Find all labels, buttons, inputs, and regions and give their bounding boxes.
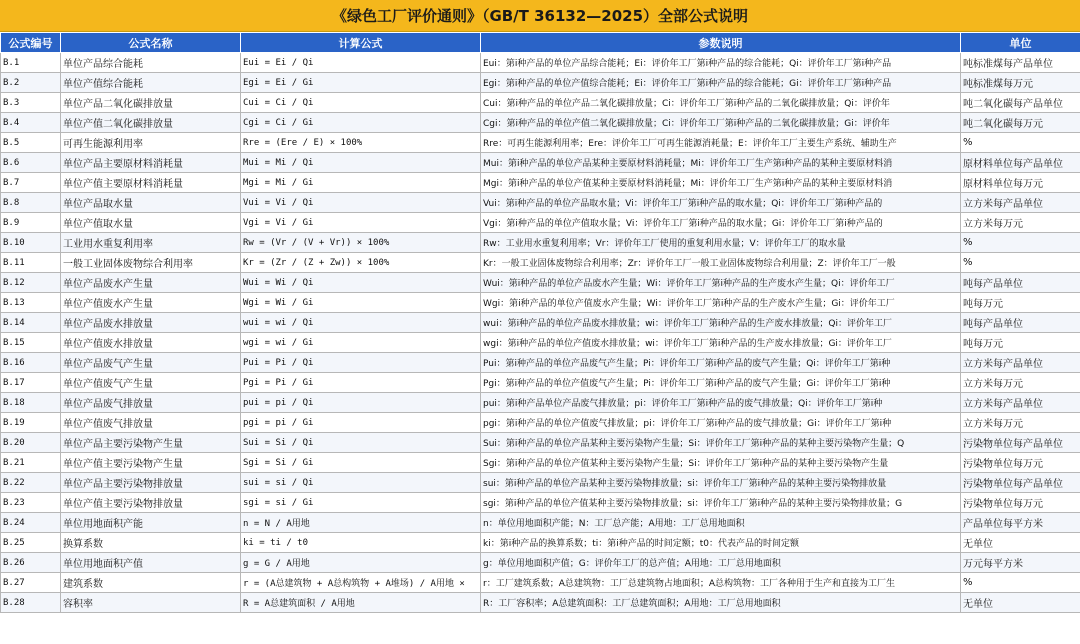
cell-formula-id[interactable]: B.4 bbox=[1, 113, 61, 133]
cell-formula[interactable]: Mgi = Mi / Gi bbox=[241, 173, 481, 193]
cell-parameters[interactable]: Wgi：第i种产品的单位产值废水产生量；Wi：评价年工厂第i种产品的生产废水产生量；Gi：评价年工厂 bbox=[481, 293, 961, 313]
cell-formula-id[interactable]: B.25 bbox=[1, 533, 61, 553]
cell-formula-id[interactable]: B.15 bbox=[1, 333, 61, 353]
cell-unit[interactable]: 立方米每产品单位 bbox=[961, 353, 1080, 373]
cell-formula-id[interactable]: B.14 bbox=[1, 313, 61, 333]
cell-parameters[interactable]: Wui：第i种产品的单位产品废水产生量；Wi：评价年工厂第i种产品的生产废水产生量；Qi：评价年工厂 bbox=[481, 273, 961, 293]
cell-formula-name[interactable]: 可再生能源利用率 bbox=[61, 133, 241, 153]
cell-unit[interactable]: 污染物单位每万元 bbox=[961, 493, 1080, 513]
cell-unit[interactable]: % bbox=[961, 253, 1080, 273]
cell-parameters[interactable]: Mgi：第i种产品的单位产值某种主要原材料消耗量；Mi：评价年工厂生产第i种产品的某种主要原材料消 bbox=[481, 173, 961, 193]
cell-unit[interactable]: 无单位 bbox=[961, 533, 1080, 553]
cell-parameters[interactable]: Mui：第i种产品的单位产品某种主要原材料消耗量；Mi：评价年工厂生产第i种产品的某种主要原材料消 bbox=[481, 153, 961, 173]
cell-unit[interactable]: 立方米每万元 bbox=[961, 213, 1080, 233]
cell-formula-name[interactable]: 单位产值二氧化碳排放量 bbox=[61, 113, 241, 133]
table-row bbox=[1, 533, 1080, 553]
table-row bbox=[1, 153, 1080, 173]
cell-formula-id[interactable]: B.17 bbox=[1, 373, 61, 393]
table-row bbox=[1, 353, 1080, 373]
cell-parameters[interactable]: Egi：第i种产品的单位产值综合能耗；Ei：评价年工厂第i种产品的综合能耗；Gi：评价年工厂第i种产品 bbox=[481, 73, 961, 93]
cell-formula-id[interactable]: B.22 bbox=[1, 473, 61, 493]
cell-formula[interactable]: Wui = Wi / Qi bbox=[241, 273, 481, 293]
cell-formula-id[interactable]: B.12 bbox=[1, 273, 61, 293]
cell-formula-name[interactable]: 单位产值主要污染物排放量 bbox=[61, 493, 241, 513]
cell-parameters[interactable]: Eui：第i种产品的单位产品综合能耗；Ei：评价年工厂第i种产品的综合能耗；Qi：评价年工厂第i种产品 bbox=[481, 53, 961, 73]
header-cell-formula-id[interactable]: 公式编号 bbox=[1, 33, 61, 53]
cell-formula-name[interactable]: 单位产品废气排放量 bbox=[61, 393, 241, 413]
cell-unit[interactable]: 污染物单位每产品单位 bbox=[961, 473, 1080, 493]
cell-unit[interactable]: 立方米每产品单位 bbox=[961, 193, 1080, 213]
table-row bbox=[1, 573, 1080, 593]
cell-formula-id[interactable]: B.6 bbox=[1, 153, 61, 173]
cell-formula-id[interactable]: B.18 bbox=[1, 393, 61, 413]
formula-table bbox=[0, 32, 1080, 613]
table-row bbox=[1, 473, 1080, 493]
cell-formula[interactable]: wui = wi / Qi bbox=[241, 313, 481, 333]
cell-formula[interactable]: Pgi = Pi / Gi bbox=[241, 373, 481, 393]
table-row bbox=[1, 53, 1080, 73]
cell-formula-id[interactable]: B.13 bbox=[1, 293, 61, 313]
cell-formula-name[interactable]: 单位产品废水产生量 bbox=[61, 273, 241, 293]
cell-unit[interactable]: 吨二氧化碳每万元 bbox=[961, 113, 1080, 133]
cell-parameters[interactable]: Sgi：第i种产品的单位产值某种主要污染物产生量；Si：评价年工厂第i种产品的某种主要污染物产生量 bbox=[481, 453, 961, 473]
cell-formula-name[interactable]: 单位产品废气产生量 bbox=[61, 353, 241, 373]
cell-unit[interactable]: 立方米每产品单位 bbox=[961, 393, 1080, 413]
cell-formula-id[interactable]: B.5 bbox=[1, 133, 61, 153]
cell-formula[interactable]: R = A总建筑面积 / A用地 bbox=[241, 593, 481, 613]
cell-formula[interactable]: Cgi = Ci / Gi bbox=[241, 113, 481, 133]
cell-formula-name[interactable]: 单位用地面积产值 bbox=[61, 553, 241, 573]
table-row bbox=[1, 233, 1080, 253]
cell-formula[interactable]: sgi = si / Gi bbox=[241, 493, 481, 513]
cell-unit[interactable]: % bbox=[961, 573, 1080, 593]
cell-parameters[interactable]: Sui：第i种产品的单位产品某种主要污染物产生量；Si：评价年工厂第i种产品的某种主要污染物产生量；Q bbox=[481, 433, 961, 453]
cell-formula[interactable]: Vgi = Vi / Gi bbox=[241, 213, 481, 233]
cell-formula-name[interactable]: 容积率 bbox=[61, 593, 241, 613]
cell-formula-id[interactable]: B.7 bbox=[1, 173, 61, 193]
cell-formula-id[interactable]: B.27 bbox=[1, 573, 61, 593]
header-cell-formula[interactable]: 计算公式 bbox=[241, 33, 481, 53]
cell-parameters[interactable]: Cui：第i种产品的单位产品二氧化碳排放量；Ci：评价年工厂第i种产品的二氧化碳排放量；Qi：评价年 bbox=[481, 93, 961, 113]
cell-unit[interactable]: 原材料单位每万元 bbox=[961, 173, 1080, 193]
cell-formula-name[interactable]: 单位产品主要原材料消耗量 bbox=[61, 153, 241, 173]
table-row bbox=[1, 173, 1080, 193]
cell-parameters[interactable]: Rw：工业用水重复利用率；Vr：评价年工厂使用的重复利用水量；V：评价年工厂的取水量 bbox=[481, 233, 961, 253]
cell-formula-id[interactable]: B.9 bbox=[1, 213, 61, 233]
cell-formula-id[interactable]: B.19 bbox=[1, 413, 61, 433]
cell-unit[interactable]: 吨二氧化碳每产品单位 bbox=[961, 93, 1080, 113]
cell-formula-name[interactable]: 单位产值废水排放量 bbox=[61, 333, 241, 353]
table-row bbox=[1, 313, 1080, 333]
cell-formula-name[interactable]: 工业用水重复利用率 bbox=[61, 233, 241, 253]
cell-unit[interactable]: 万元每平方米 bbox=[961, 553, 1080, 573]
table-row bbox=[1, 413, 1080, 433]
cell-formula-name[interactable]: 单位产值废水产生量 bbox=[61, 293, 241, 313]
cell-formula[interactable]: Rre = (Ere / E) × 100% bbox=[241, 133, 481, 153]
cell-formula[interactable]: Egi = Ei / Gi bbox=[241, 73, 481, 93]
cell-formula[interactable]: g = G / A用地 bbox=[241, 553, 481, 573]
cell-parameters[interactable]: r：工厂建筑系数；A总建筑物：工厂总建筑物占地面积；A总构筑物：工厂各种用于生产和直接为工厂生 bbox=[481, 573, 961, 593]
table-row bbox=[1, 433, 1080, 453]
cell-formula[interactable]: Mui = Mi / Qi bbox=[241, 153, 481, 173]
cell-parameters[interactable]: ki：第i种产品的换算系数；ti：第i种产品的时间定额；t0：代表产品的时间定额 bbox=[481, 533, 961, 553]
cell-formula-name[interactable]: 单位产值主要污染物产生量 bbox=[61, 453, 241, 473]
cell-unit[interactable]: 污染物单位每产品单位 bbox=[961, 433, 1080, 453]
cell-formula-id[interactable]: B.16 bbox=[1, 353, 61, 373]
cell-parameters[interactable]: Vgi：第i种产品的单位产值取水量；Vi：评价年工厂第i种产品的取水量；Gi：评价年工厂第i种产品的 bbox=[481, 213, 961, 233]
cell-formula[interactable]: Pui = Pi / Qi bbox=[241, 353, 481, 373]
cell-formula-id[interactable]: B.2 bbox=[1, 73, 61, 93]
cell-formula[interactable]: pui = pi / Qi bbox=[241, 393, 481, 413]
cell-formula[interactable]: pgi = pi / Gi bbox=[241, 413, 481, 433]
cell-formula-id[interactable]: B.23 bbox=[1, 493, 61, 513]
cell-parameters[interactable]: Pui：第i种产品的单位产品废气产生量；Pi：评价年工厂第i种产品的废气产生量；Qi：评价年工厂第i种 bbox=[481, 353, 961, 373]
cell-formula-name[interactable]: 单位产品二氧化碳排放量 bbox=[61, 93, 241, 113]
table-row bbox=[1, 373, 1080, 393]
cell-formula-name[interactable]: 一般工业固体废物综合利用率 bbox=[61, 253, 241, 273]
table-row bbox=[1, 133, 1080, 153]
header-row bbox=[1, 33, 1080, 53]
cell-unit[interactable]: 吨每万元 bbox=[961, 293, 1080, 313]
cell-formula-id[interactable]: B.26 bbox=[1, 553, 61, 573]
cell-formula-id[interactable]: B.1 bbox=[1, 53, 61, 73]
header-cell-formula-name[interactable]: 公式名称 bbox=[61, 33, 241, 53]
cell-parameters[interactable]: pui：第i种产品单位产品废气排放量；pi：评价年工厂第i种产品的废气排放量；Qi：评价年工厂第i种 bbox=[481, 393, 961, 413]
cell-unit[interactable]: 原材料单位每产品单位 bbox=[961, 153, 1080, 173]
cell-parameters[interactable]: Vui：第i种产品的单位产品取水量；Vi：评价年工厂第i种产品的取水量；Qi：评价年工厂第i种产品的 bbox=[481, 193, 961, 213]
cell-parameters[interactable]: n：单位用地面积产能；N：工厂总产能；A用地：工厂总用地面积 bbox=[481, 513, 961, 533]
cell-formula[interactable]: Wgi = Wi / Gi bbox=[241, 293, 481, 313]
cell-parameters[interactable]: sui：第i种产品的单位产品某种主要污染物排放量；si：评价年工厂第i种产品的某种主要污染物排放量 bbox=[481, 473, 961, 493]
table-row bbox=[1, 553, 1080, 573]
cell-parameters[interactable]: pgi：第i种产品的单位产值废气排放量；pi：评价年工厂第i种产品的废气排放量；Gi：评价年工厂第i种 bbox=[481, 413, 961, 433]
cell-formula[interactable]: r = (A总建筑物 + A总构筑物 + A堆场) / A用地 × bbox=[241, 573, 481, 593]
table-row bbox=[1, 253, 1080, 273]
cell-formula-id[interactable]: B.10 bbox=[1, 233, 61, 253]
cell-unit[interactable]: 无单位 bbox=[961, 593, 1080, 613]
table-row bbox=[1, 213, 1080, 233]
cell-formula-id[interactable]: B.21 bbox=[1, 453, 61, 473]
cell-parameters[interactable]: g：单位用地面积产值；G：评价年工厂的总产值；A用地：工厂总用地面积 bbox=[481, 553, 961, 573]
cell-parameters[interactable]: wgi：第i种产品的单位产值废水排放量；wi：评价年工厂第i种产品的生产废水排放量；Gi：评价年工厂 bbox=[481, 333, 961, 353]
table-row bbox=[1, 93, 1080, 113]
cell-formula-name[interactable]: 单位产品主要污染物排放量 bbox=[61, 473, 241, 493]
cell-unit[interactable]: 吨每产品单位 bbox=[961, 273, 1080, 293]
cell-unit[interactable]: 立方米每万元 bbox=[961, 413, 1080, 433]
cell-formula-name[interactable]: 单位产值废气排放量 bbox=[61, 413, 241, 433]
cell-formula[interactable]: wgi = wi / Gi bbox=[241, 333, 481, 353]
cell-unit[interactable]: % bbox=[961, 233, 1080, 253]
sheet-title: 《绿色工厂评价通则》（GB/T 36132—2025）全部公式说明 bbox=[0, 0, 1080, 32]
cell-formula[interactable]: sui = si / Qi bbox=[241, 473, 481, 493]
table-row bbox=[1, 113, 1080, 133]
cell-formula[interactable]: Rw = (Vr / (V + Vr)) × 100% bbox=[241, 233, 481, 253]
table-row bbox=[1, 333, 1080, 353]
table-row bbox=[1, 453, 1080, 473]
header-cell-unit[interactable]: 单位 bbox=[961, 33, 1080, 53]
cell-formula[interactable]: n = N / A用地 bbox=[241, 513, 481, 533]
cell-formula[interactable]: Eui = Ei / Qi bbox=[241, 53, 481, 73]
table-row bbox=[1, 193, 1080, 213]
cell-formula-name[interactable]: 单位产品取水量 bbox=[61, 193, 241, 213]
cell-formula-name[interactable]: 单位产品综合能耗 bbox=[61, 53, 241, 73]
cell-parameters[interactable]: Kr：一般工业固体废物综合利用率；Zr：评价年工厂一般工业固体废物综合利用量；Z：评价年工厂一般 bbox=[481, 253, 961, 273]
cell-parameters[interactable]: Rre：可再生能源利用率；Ere：评价年工厂可再生能源消耗量；E：评价年工厂主要生产系统、辅助生产 bbox=[481, 133, 961, 153]
cell-formula-id[interactable]: B.24 bbox=[1, 513, 61, 533]
cell-unit[interactable]: 吨标准煤每万元 bbox=[961, 73, 1080, 93]
cell-unit[interactable]: 产品单位每平方米 bbox=[961, 513, 1080, 533]
cell-formula-id[interactable]: B.3 bbox=[1, 93, 61, 113]
cell-parameters[interactable]: Cgi：第i种产品的单位产值二氧化碳排放量；Ci：评价年工厂第i种产品的二氧化碳排放量；Gi：评价年 bbox=[481, 113, 961, 133]
table-row bbox=[1, 493, 1080, 513]
cell-formula-id[interactable]: B.28 bbox=[1, 593, 61, 613]
cell-formula-id[interactable]: B.11 bbox=[1, 253, 61, 273]
cell-formula[interactable]: Cui = Ci / Qi bbox=[241, 93, 481, 113]
table-row bbox=[1, 273, 1080, 293]
table-row bbox=[1, 73, 1080, 93]
cell-formula[interactable]: Sui = Si / Qi bbox=[241, 433, 481, 453]
cell-parameters[interactable]: R：工厂容积率；A总建筑面积：工厂总建筑面积；A用地：工厂总用地面积 bbox=[481, 593, 961, 613]
cell-formula-name[interactable]: 单位产值综合能耗 bbox=[61, 73, 241, 93]
cell-formula-name[interactable]: 单位用地面积产能 bbox=[61, 513, 241, 533]
cell-formula[interactable]: ki = ti / t0 bbox=[241, 533, 481, 553]
cell-unit[interactable]: 吨每万元 bbox=[961, 333, 1080, 353]
cell-unit[interactable]: % bbox=[961, 133, 1080, 153]
cell-formula-id[interactable]: B.20 bbox=[1, 433, 61, 453]
header-cell-parameters[interactable]: 参数说明 bbox=[481, 33, 961, 53]
cell-formula[interactable]: Vui = Vi / Qi bbox=[241, 193, 481, 213]
cell-formula-name[interactable]: 单位产值废气产生量 bbox=[61, 373, 241, 393]
cell-formula-name[interactable]: 单位产值取水量 bbox=[61, 213, 241, 233]
cell-unit[interactable]: 立方米每万元 bbox=[961, 373, 1080, 393]
table-row bbox=[1, 293, 1080, 313]
table-row bbox=[1, 593, 1080, 613]
cell-formula-name[interactable]: 建筑系数 bbox=[61, 573, 241, 593]
cell-parameters[interactable]: wui：第i种产品的单位产品废水排放量；wi：评价年工厂第i种产品的生产废水排放量；Qi：评价年工厂 bbox=[481, 313, 961, 333]
table-row bbox=[1, 393, 1080, 413]
cell-formula-id[interactable]: B.8 bbox=[1, 193, 61, 213]
cell-unit[interactable]: 吨标准煤每产品单位 bbox=[961, 53, 1080, 73]
cell-parameters[interactable]: Pgi：第i种产品的单位产值废气产生量；Pi：评价年工厂第i种产品的废气产生量；Gi：评价年工厂第i种 bbox=[481, 373, 961, 393]
cell-formula-name[interactable]: 换算系数 bbox=[61, 533, 241, 553]
cell-formula[interactable]: Sgi = Si / Gi bbox=[241, 453, 481, 473]
cell-formula-name[interactable]: 单位产品主要污染物产生量 bbox=[61, 433, 241, 453]
cell-formula[interactable]: Kr = (Zr / (Z + Zw)) × 100% bbox=[241, 253, 481, 273]
cell-formula-name[interactable]: 单位产值主要原材料消耗量 bbox=[61, 173, 241, 193]
table-row bbox=[1, 513, 1080, 533]
cell-parameters[interactable]: sgi：第i种产品的单位产值某种主要污染物排放量；si：评价年工厂第i种产品的某种主要污染物排放量；G bbox=[481, 493, 961, 513]
cell-unit[interactable]: 污染物单位每万元 bbox=[961, 453, 1080, 473]
cell-unit[interactable]: 吨每产品单位 bbox=[961, 313, 1080, 333]
cell-formula-name[interactable]: 单位产品废水排放量 bbox=[61, 313, 241, 333]
